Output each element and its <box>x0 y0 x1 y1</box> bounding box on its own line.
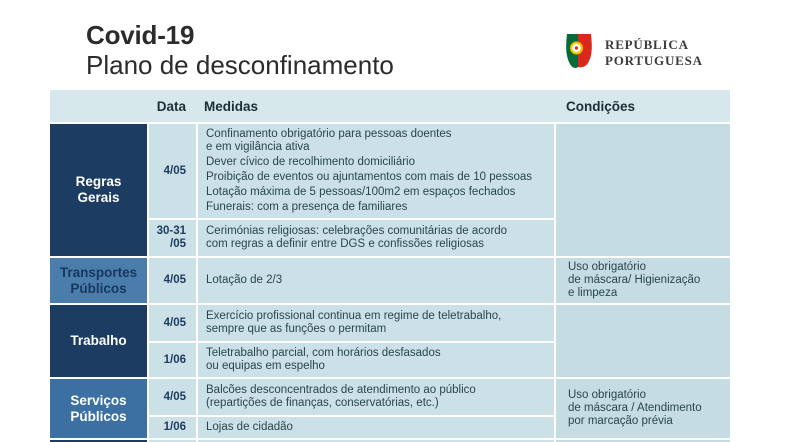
column-header-medidas: Medidas <box>204 98 259 114</box>
deconfinement-table <box>50 90 730 442</box>
label-line: Trabalho <box>70 333 127 348</box>
date-cell <box>149 258 196 303</box>
measures-cell <box>198 343 554 377</box>
date-line: 1/06 <box>163 421 186 433</box>
date-cell <box>149 343 196 377</box>
page-title <box>86 20 394 80</box>
date-cell <box>149 220 196 256</box>
label-line: Transportes <box>59 264 138 280</box>
measure-line: Teletrabalho parcial, com horários desfasados <box>206 347 441 359</box>
measure-line: Funerais: com a presença de familiares <box>206 201 408 213</box>
section-label-transportes-publicos <box>50 258 147 303</box>
measure-item <box>206 421 546 434</box>
measures-cell <box>198 417 554 438</box>
section-servicos-publicos <box>50 379 730 438</box>
condition-line: de máscara / Atendimento <box>568 402 702 414</box>
date-line: 30-31 <box>156 225 186 237</box>
condition-cell <box>556 379 730 438</box>
condition-cell-empty <box>556 305 730 377</box>
measures-cell <box>198 124 554 218</box>
section-body <box>149 305 730 377</box>
section-label-trabalho <box>50 305 147 377</box>
logo-wordmark <box>605 37 703 69</box>
condition-line: Uso obrigatório <box>568 389 646 401</box>
label-line: Públicos <box>70 280 127 296</box>
date-line: 4/05 <box>163 316 186 329</box>
date-line: 4/05 <box>163 390 186 403</box>
label-line: Serviços <box>70 392 127 408</box>
column-header-data: Data <box>156 98 186 114</box>
date-line: 1/06 <box>163 353 186 366</box>
measure-item <box>206 186 546 199</box>
logo-word-republica: REPÚBLICA <box>605 37 689 52</box>
section-body <box>149 258 730 303</box>
section-label-servicos-publicos <box>50 379 147 438</box>
column-header-condicoes: Condições <box>566 98 636 114</box>
measure-item <box>206 310 546 336</box>
measure-line: Proibição de eventos ou ajuntamentos com mais de 10 pessoas <box>206 171 533 183</box>
measure-item <box>206 347 546 373</box>
table-header-row <box>50 90 730 122</box>
condition-line: de máscara/ Higienização <box>568 274 701 286</box>
section-body <box>149 379 730 438</box>
measure-line: Dever cívico de recolhimento domiciliário <box>206 156 415 168</box>
measure-item <box>206 274 546 287</box>
date-cell <box>149 417 196 438</box>
title-line-covid19: Covid-19 <box>86 20 195 50</box>
measures-cell <box>198 305 554 341</box>
section-label-regras-gerais <box>50 124 147 256</box>
section-body <box>149 124 730 256</box>
label-line: Públicos <box>70 408 127 424</box>
date-cell <box>149 124 196 218</box>
measures-cell <box>198 379 554 415</box>
condition-line: e limpeza <box>568 287 618 299</box>
measure-line: Lojas de cidadão <box>206 421 293 433</box>
measure-item <box>206 225 546 251</box>
measure-line: Confinamento obrigatório para pessoas doentes <box>206 128 452 140</box>
republica-portuguesa-logo <box>563 33 703 73</box>
title-line-plan: Plano de desconfinamento <box>86 50 394 80</box>
measures-cell <box>198 220 554 256</box>
portugal-coat-of-arms-icon <box>563 33 595 73</box>
measure-line: Exercício profissional continua em regime de teletrabalho, <box>206 310 502 322</box>
label-line: Gerais <box>77 190 120 205</box>
date-line: 4/05 <box>163 274 186 286</box>
measure-item <box>206 128 546 154</box>
measure-item <box>206 384 546 410</box>
date-cell <box>149 379 196 415</box>
measure-item <box>206 156 546 169</box>
measure-line: sempre que as funções o permitam <box>206 323 387 335</box>
section-transportes-publicos <box>50 258 730 303</box>
header-spacer <box>50 90 147 122</box>
measure-line: Lotação de 2/3 <box>206 274 283 286</box>
measure-line: e em vigilância ativa <box>206 141 310 153</box>
measure-line: Balcões desconcentrados de atendimento ao público <box>206 384 476 396</box>
measure-item <box>206 201 546 214</box>
measure-line: com regras a definir entre DGS e confissões religiosas <box>206 238 485 250</box>
measures-cell <box>198 258 554 303</box>
section-trabalho <box>50 305 730 377</box>
measure-line: ou equipas em espelho <box>206 360 325 372</box>
measure-item <box>206 171 546 184</box>
condition-line: Uso obrigatório <box>568 261 646 273</box>
measure-line: Cerimónias religiosas: celebrações comunitárias de acordo <box>206 225 508 237</box>
date-line: 4/05 <box>163 164 186 177</box>
measure-line: (repartições de finanças, conservatórias, etc.) <box>206 397 439 409</box>
condition-cell-empty <box>556 124 730 256</box>
measure-line: Lotação máxima de 5 pessoas/100m2 em espaços fechados <box>206 186 516 198</box>
date-cell <box>149 305 196 341</box>
condition-cell <box>556 258 730 303</box>
logo-word-portuguesa: PORTUGUESA <box>605 53 703 68</box>
label-line: Regras <box>75 174 122 189</box>
date-line: /05 <box>170 238 186 250</box>
condition-line: por marcação prévia <box>568 415 673 427</box>
section-regras-gerais <box>50 124 730 256</box>
